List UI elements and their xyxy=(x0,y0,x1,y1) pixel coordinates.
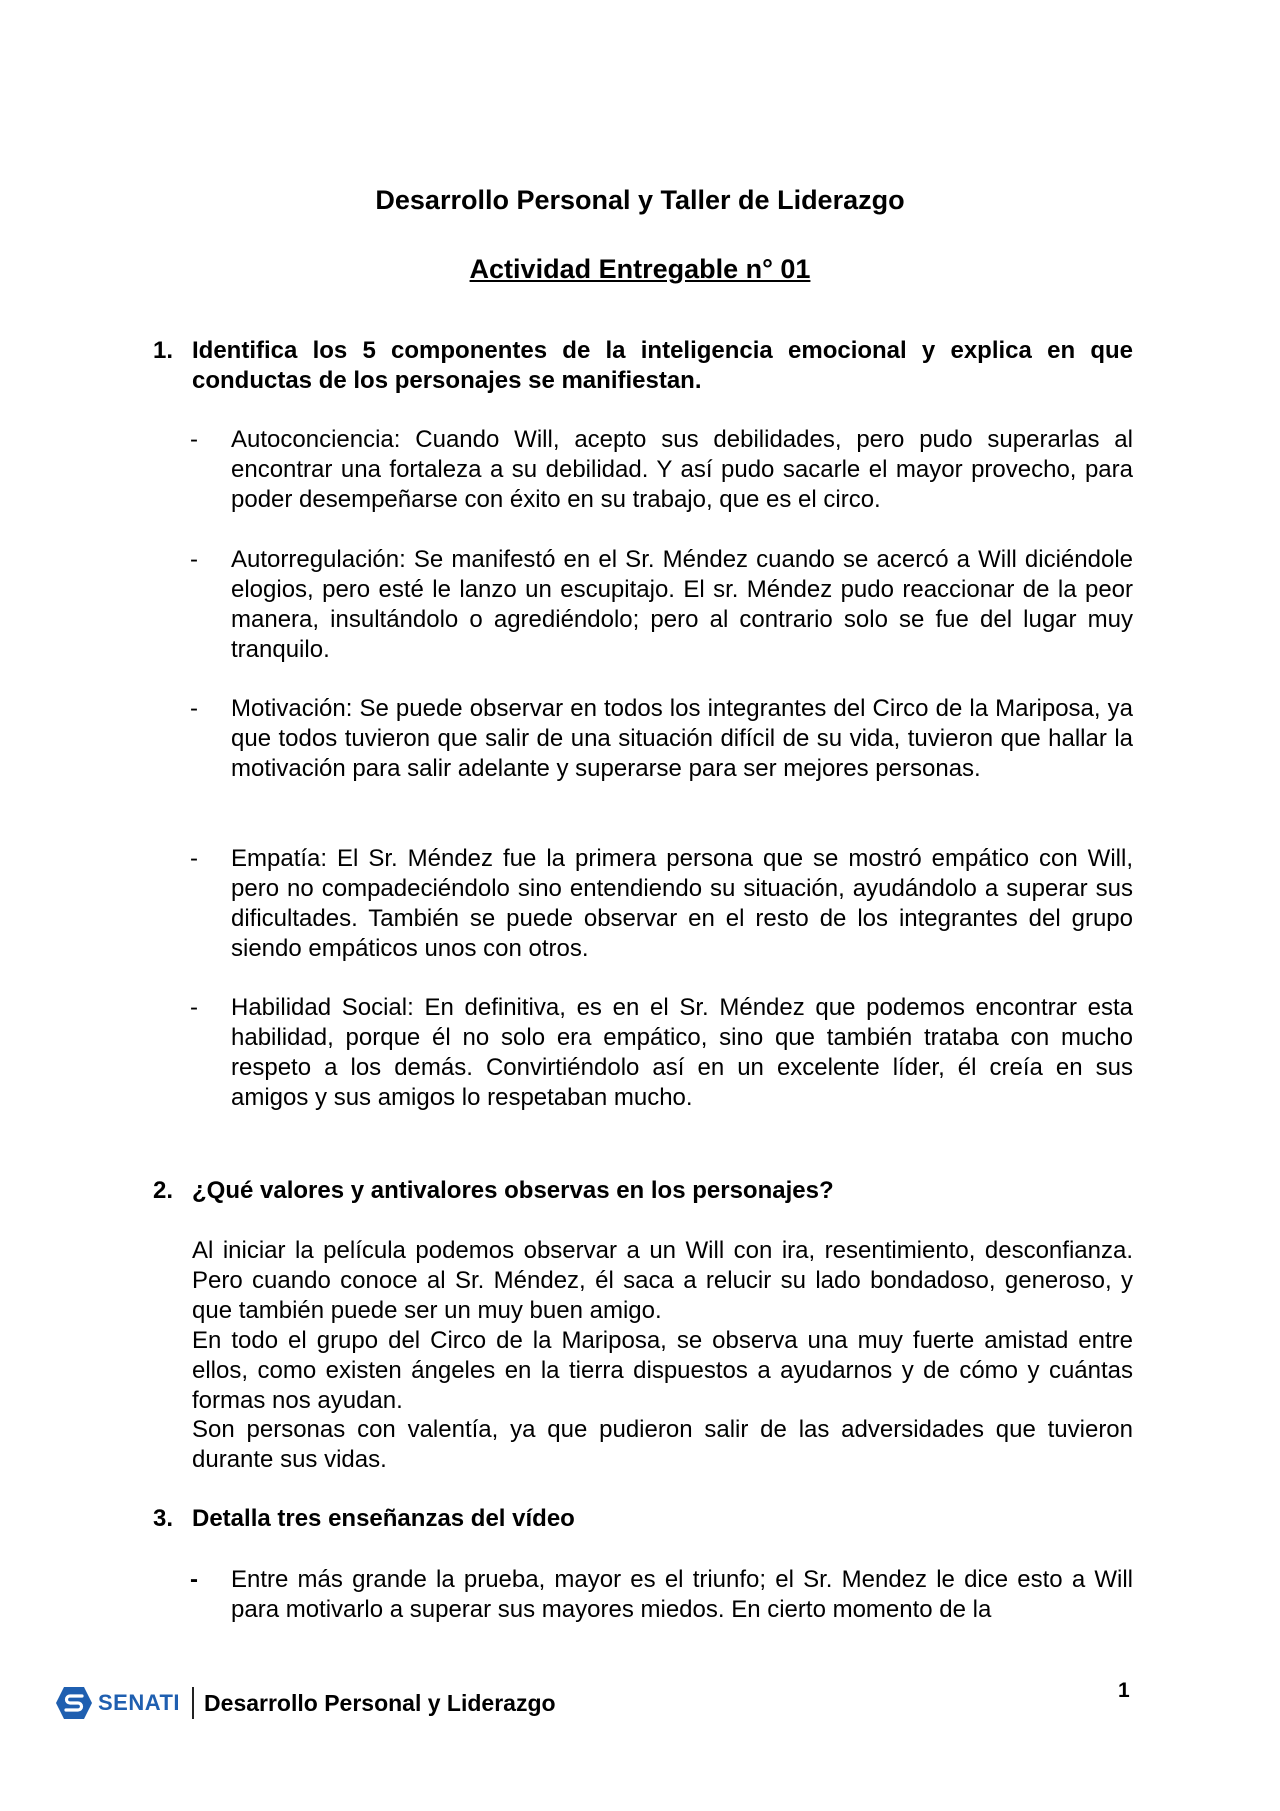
list-item xyxy=(190,993,1133,1113)
answer-paragraph: Al iniciar la película podemos observar a un Will con ira, resentimiento, desconfianza. Pero cuando conoce al Sr. Méndez, él saca a relucir su lado bondadoso, generoso, y que también puede ser un muy buen amigo. xyxy=(192,1237,1133,1324)
senati-logo xyxy=(55,1686,180,1720)
list-item-text: Autoconciencia: Cuando Will, acepto sus debilidades, pero pudo superarlas al encontrar una fortaleza a su debilidad. Y así pudo sacarle el mayor provecho, para poder desempeñarse con éxito en su trabajo, que es el circo. xyxy=(231,426,1133,513)
list-item-text: Autorregulación: Se manifestó en el Sr. Méndez cuando se acercó a Will diciéndole elogios, pero esté le lanzo un escupitajo. El sr. Méndez pudo reaccionar de la peor manera, insultándolo o agrediéndolo; pero al contrario solo se fue del lugar muy tranquilo. xyxy=(231,546,1133,663)
question-3 xyxy=(153,1504,1133,1534)
bullet-marker: - xyxy=(190,426,198,453)
question-text: Identifica los 5 componentes de la inteligencia emocional y explica en que conductas de los personajes se manifiestan. xyxy=(192,337,1133,394)
logo-text: SENATI xyxy=(98,1690,181,1715)
list-item-text: Motivación: Se puede observar en todos los integrantes del Circo de la Mariposa, ya que todos tuvieron que salir de una situación difícil de su vida, tuvieron que hallar la motivación para salir adelante y superarse para ser mejores personas. xyxy=(231,695,1133,782)
document-subtitle: Actividad Entregable n° 01 xyxy=(469,254,811,284)
question-number: 2. xyxy=(153,1177,174,1204)
answer-paragraph: Son personas con valentía, ya que pudieron salir de las adversidades que tuvieron durante sus vidas. xyxy=(192,1416,1133,1473)
question-number: 1. xyxy=(153,337,174,364)
question-1 xyxy=(153,336,1133,396)
answer-paragraph: En todo el grupo del Circo de la Mariposa, se observa una muy fuerte amistad entre ellos, como existen ángeles en la tierra dispuestos a ayudarnos y de cómo y cuántas formas nos ayudan. xyxy=(192,1327,1133,1414)
list-item xyxy=(190,545,1133,665)
question-number: 3. xyxy=(153,1505,174,1532)
list-item-text: Entre más grande la prueba, mayor es el triunfo; el Sr. Mendez le dice esto a Will para motivarlo a superar sus mayores miedos. En cierto momento de la xyxy=(231,1566,1133,1623)
list-item xyxy=(190,425,1133,515)
bullet-marker: - xyxy=(190,546,198,573)
list-item-text: Habilidad Social: En definitiva, es en el Sr. Méndez que podemos encontrar esta habilidad, porque él no solo era empático, sino que también trataba con mucho respeto a los demás. Convirtiéndolo así en un excelente líder, él creía en sus amigos y sus amigos lo respetaban mucho. xyxy=(231,994,1133,1111)
question-text: Detalla tres enseñanzas del vídeo xyxy=(192,1505,575,1532)
list-item-text: Empatía: El Sr. Méndez fue la primera persona que se mostró empático con Will, pero no compadeciéndolo sino entendiendo su situación, ayudándolo a superar sus dificultades. También se puede observar en el resto de los integrantes del grupo siendo empáticos unos con otros. xyxy=(231,845,1133,962)
list-item xyxy=(190,844,1133,964)
page-number: 1 xyxy=(1118,1679,1130,1702)
bullet-marker: - xyxy=(190,845,198,872)
question-2 xyxy=(153,1176,1133,1206)
question-text: ¿Qué valores y antivalores observas en los personajes? xyxy=(192,1177,834,1204)
list-item xyxy=(190,1565,1133,1625)
list-item xyxy=(190,694,1133,784)
senati-logo-icon xyxy=(55,1686,93,1720)
footer-title: Desarrollo Personal y Liderazgo xyxy=(204,1689,556,1716)
bullet-marker: - xyxy=(190,1566,198,1593)
document-title: Desarrollo Personal y Taller de Liderazgo xyxy=(375,185,905,215)
page-footer xyxy=(55,1683,556,1723)
bullet-marker: - xyxy=(190,695,198,722)
bullet-marker: - xyxy=(190,994,198,1021)
footer-divider xyxy=(192,1687,194,1719)
